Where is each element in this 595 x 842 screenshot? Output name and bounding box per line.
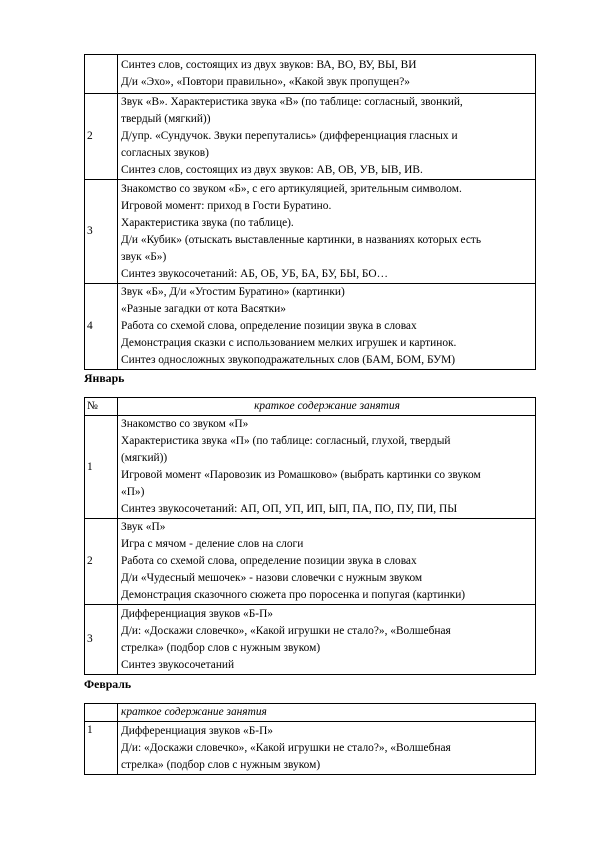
content-line: Дифференциация звуков «Б-П» [121,724,273,737]
content-line: Игровой момент «Паровозик из Ромашково» (выбрать картинки со звуком [121,469,481,481]
content-line: Звук «П» [121,521,166,533]
table-row [85,180,536,284]
content-line: Звук «В». Характеристика звука «В» (по таблице: согласный, звонкий, [121,96,463,108]
row-number: 3 [85,180,118,284]
row-content [118,519,536,605]
content-line: Синтез односложных звукоподражательных слов (БАМ, БОМ, БУМ) [121,354,456,366]
header-number: № [85,398,118,416]
table-row [85,55,536,94]
content-line: Характеристика звука (по таблице). [121,216,294,229]
content-line: (мягкий)) [121,452,168,464]
header-content: краткое содержание занятия [118,398,536,416]
content-line: Д/и: «Доскажи словечко», «Какой игрушки не стало?», «Волшебная [121,741,451,754]
content-line: Демонстрация сказки с использованием мелких игрушек и картинок. [121,337,457,349]
row-number: 3 [85,605,118,675]
content-line: Д/и: «Доскажи словечко», «Какой игрушки не стало?», «Волшебная [121,624,451,637]
content-line: звук «Б») [121,250,167,263]
row-number: 2 [85,519,118,605]
content-line: Дифференциация звуков «Б-П» [121,607,273,620]
content-line: Знакомство со звуком «Б», с его артикуляцией, зрительным символом. [121,182,462,195]
content-line: стрелка» (подбор слов с нужным звуком) [121,641,321,654]
month-heading-february: Февраль [84,677,132,691]
content-line: Работа со схемой слова, определение позиции звука в словах [121,320,417,332]
content-line: стрелка» (подбор слов с нужным звуком) [121,758,321,771]
table-row [85,722,536,775]
row-content [118,722,536,775]
row-content [118,180,536,284]
table-row [85,605,536,675]
table-header-row [85,704,536,722]
row-content [118,605,536,675]
content-line: «Разные загадки от кота Васятки» [121,303,286,315]
lesson-table-february [84,703,536,775]
table-row [85,519,536,605]
content-line: Синтез звукосочетаний: АП, ОП, УП, ИП, ЫП, ПА, ПО, ПУ, ПИ, ПЫ [121,503,458,515]
content-line: Д/и «Эхо», «Повтори правильно», «Какой звук пропущен?» [121,76,411,88]
table-row [85,94,536,180]
row-number: 4 [85,284,118,370]
row-number: 2 [85,94,118,180]
row-content [118,94,536,180]
content-line: Синтез звукосочетаний: АБ, ОБ, УБ, БА, БУ, БЫ, БО… [121,267,388,280]
content-line: «П») [121,486,145,498]
content-line: Знакомство со звуком «П» [121,418,249,430]
content-line: твердый (мягкий)) [121,113,211,125]
row-number: 1 [85,416,118,519]
content-line: Синтез слов, состоящих из двух звуков: АВ, ОВ, УВ, ЫВ, ИВ. [121,164,423,176]
row-number [85,55,118,94]
lesson-table-december [84,54,536,370]
month-heading-january: Январь [84,371,125,385]
row-number: 1 [85,722,118,775]
row-content [118,416,536,519]
content-line: Синтез слов, состоящих из двух звуков: ВА, ВО, ВУ, ВЫ, ВИ [121,59,417,71]
content-line: Игра с мячом - деление слов на слоги [121,538,304,550]
content-line: Синтез звукосочетаний [121,658,235,671]
content-line: Д/и «Кубик» (отыскать выставленные картинки, в названиях которых есть [121,233,482,246]
content-line: Д/и «Чудесный мешочек» - назови словечки с нужным звуком [121,572,423,584]
header-content: краткое содержание занятия [118,704,536,722]
table-row [85,416,536,519]
content-line: Характеристика звука «П» (по таблице: согласный, глухой, твердый [121,435,451,447]
row-content [118,284,536,370]
lesson-table-january [84,397,536,675]
content-line: Игровой момент: приход в Гости Буратино. [121,199,332,212]
header-number [85,704,118,722]
table-header-row [85,398,536,416]
content-line: Работа со схемой слова, определение позиции звука в словах [121,555,417,567]
content-line: согласных звуков) [121,147,209,159]
content-line: Звук «Б», Д/и «Угостим Буратино» (картинки) [121,286,345,298]
table-row [85,284,536,370]
content-line: Демонстрация сказочного сюжета про поросенка и попугая (картинки) [121,589,466,601]
content-line: Д/упр. «Сундучок. Звуки перепутались» (дифференциация гласных и [121,130,458,142]
row-content [118,55,536,94]
